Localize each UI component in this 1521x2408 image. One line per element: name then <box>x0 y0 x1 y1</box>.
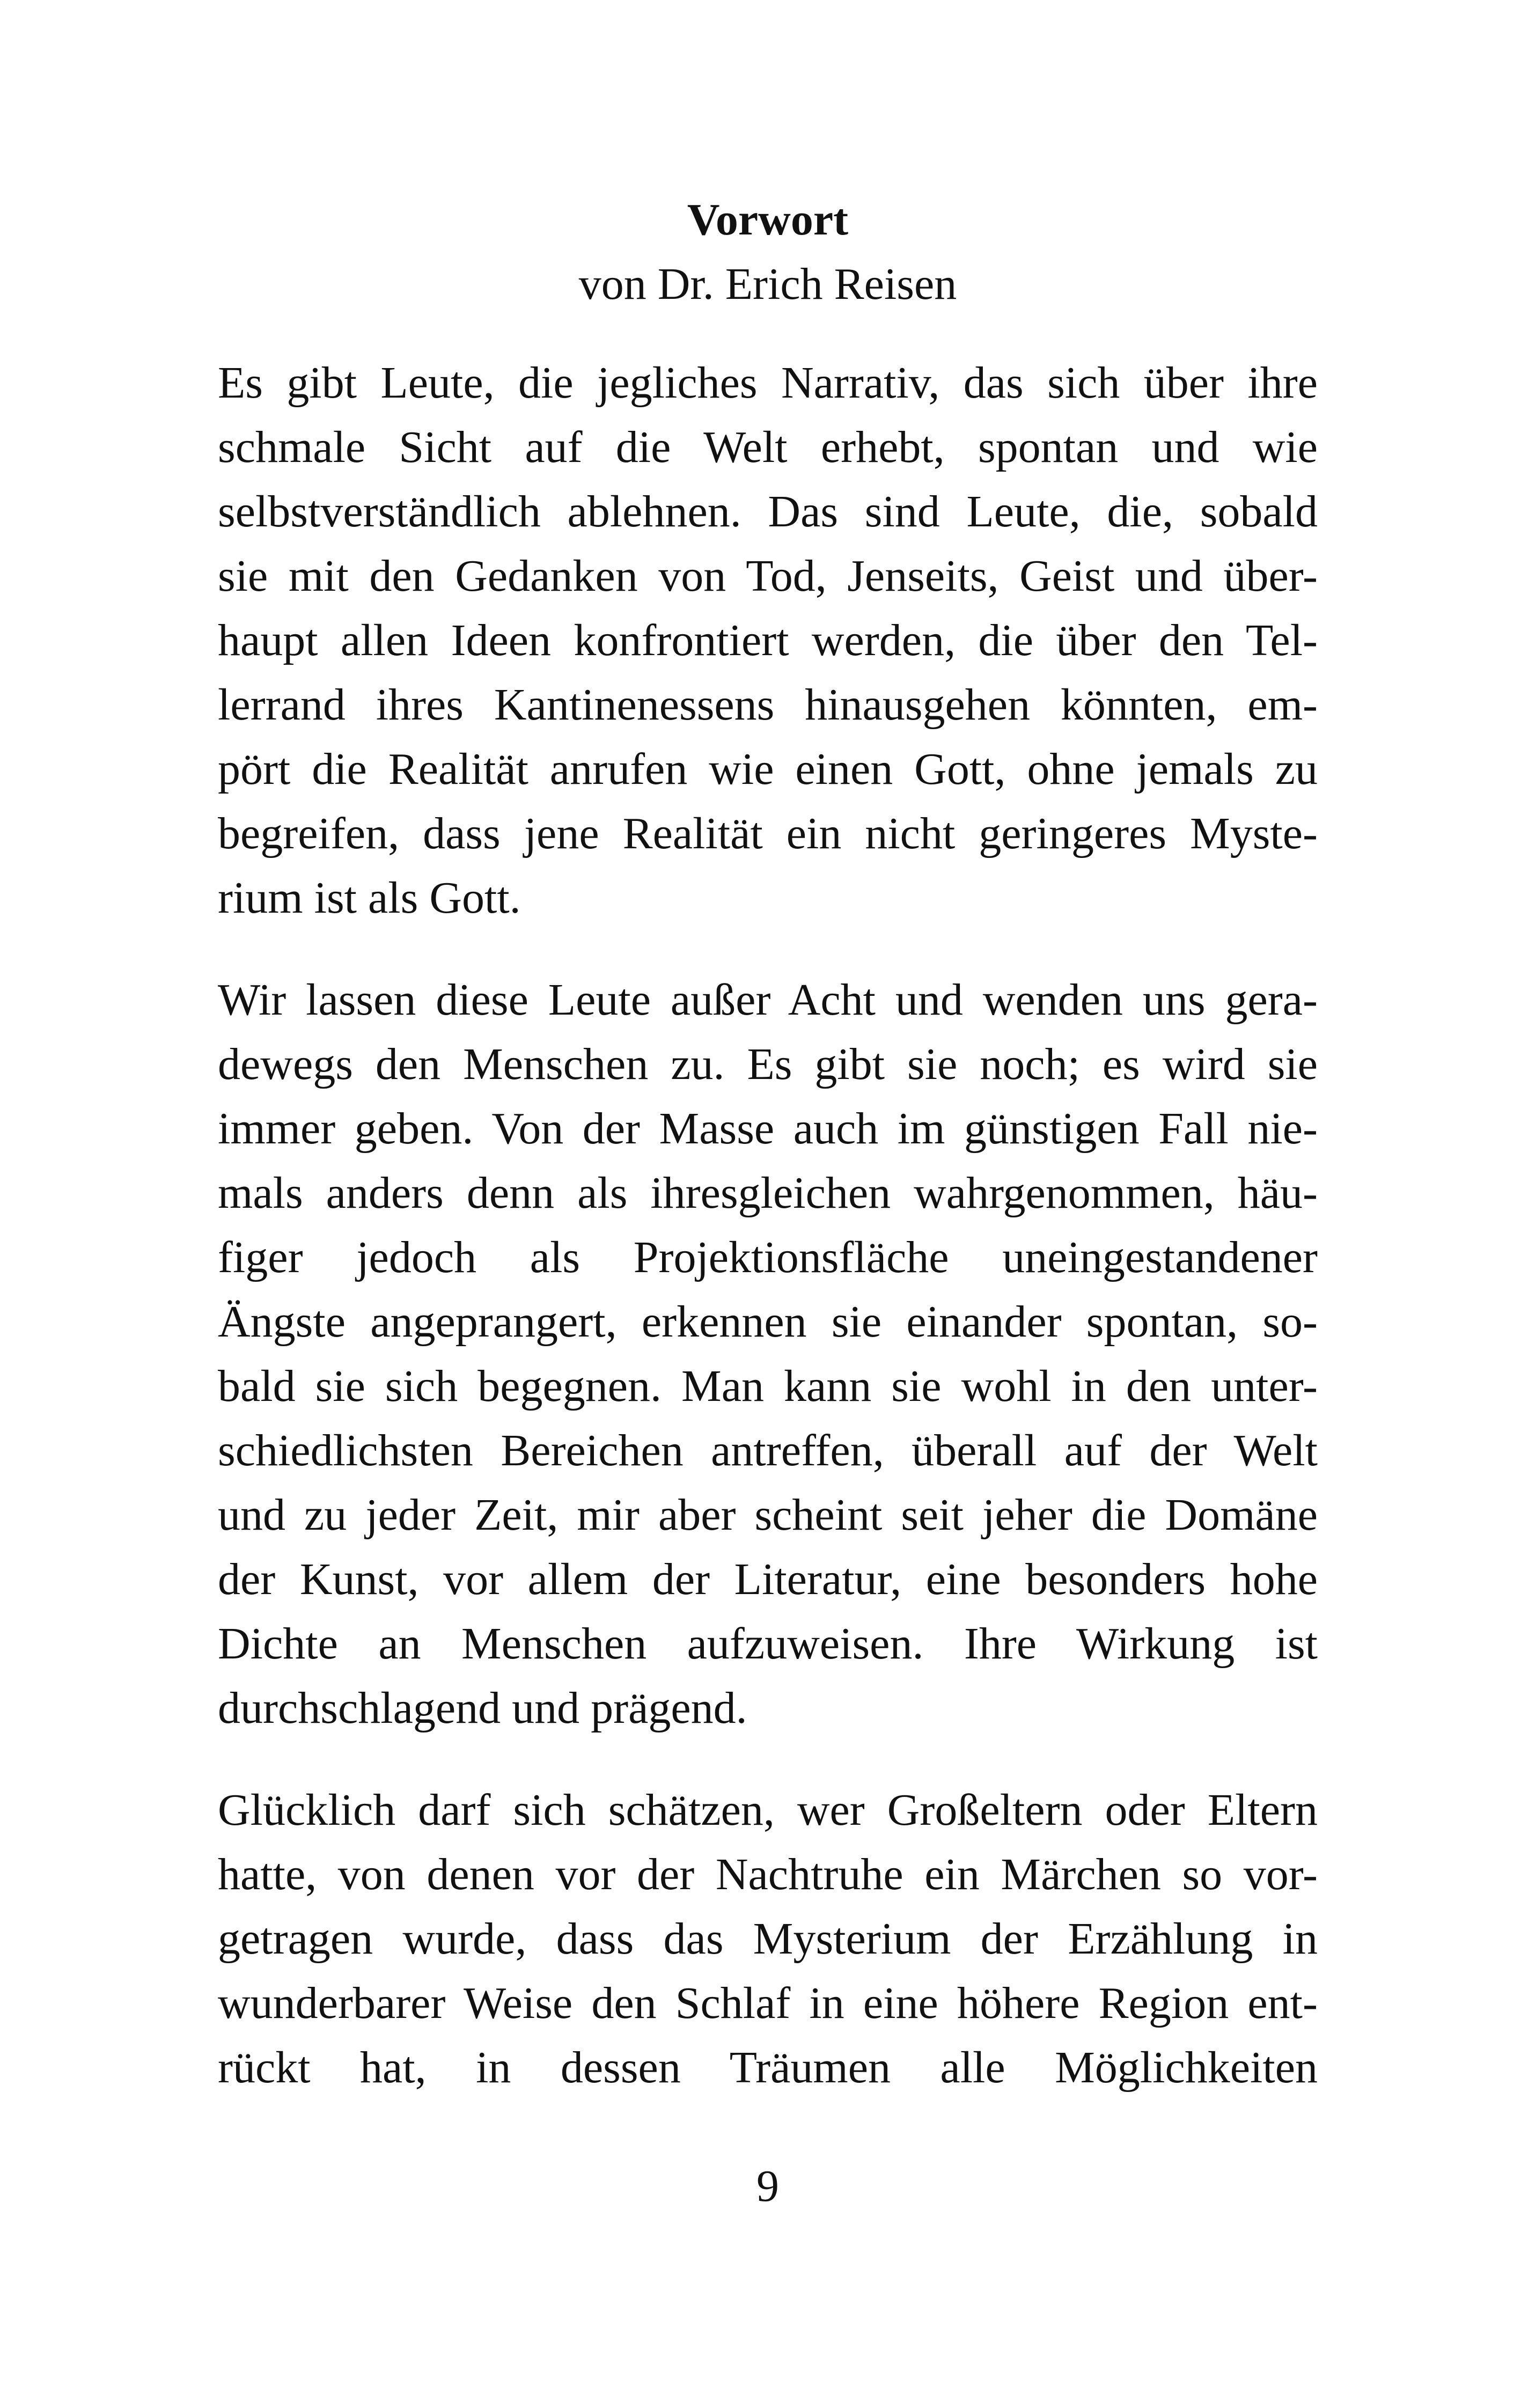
text-line: durchschlagend und prägend. <box>218 1683 747 1733</box>
page-number: 9 <box>756 2161 779 2211</box>
text-line: bald sie sich begegnen. Man kann sie wohl in den unter- <box>218 1361 1318 1411</box>
text-line: haupt allen Ideen konfrontiert werden, die über den Tel- <box>218 615 1318 665</box>
chapter-title: Vorwort <box>687 195 849 245</box>
text-line: dewegs den Menschen zu. Es gibt sie noch; es wird sie <box>218 1039 1318 1089</box>
text-line: begreifen, dass jene Realität ein nicht geringeres Myste- <box>218 809 1318 858</box>
text-line: lerrand ihres Kantinenessens hinausgehen könnten, em- <box>218 680 1318 730</box>
text-line: mals anders denn als ihresgleichen wahrgenommen, häu- <box>218 1168 1318 1218</box>
text-line: der Kunst, vor allem der Literatur, eine besonders hohe <box>218 1554 1318 1604</box>
text-line: Wir lassen diese Leute außer Acht und wenden uns gera- <box>218 975 1318 1025</box>
text-line: immer geben. Von der Masse auch im günstigen Fall nie- <box>218 1104 1318 1154</box>
text-line: pört die Realität anrufen wie einen Gott, ohne jemals zu <box>218 744 1318 794</box>
text-line: Ängste angeprangert, erkennen sie einander spontan, so- <box>218 1297 1318 1347</box>
text-line: getragen wurde, dass das Mysterium der Erzählung in <box>218 1914 1318 1964</box>
text-line: und zu jeder Zeit, mir aber scheint seit jeher die Domäne <box>218 1490 1318 1540</box>
text-line: Glücklich darf sich schätzen, wer Großeltern oder Eltern <box>218 1785 1318 1835</box>
text-line: sie mit den Gedanken von Tod, Jenseits, Geist und über- <box>218 551 1318 601</box>
book-page <box>218 0 1318 2408</box>
text-line: schmale Sicht auf die Welt erhebt, spontan und wie <box>218 422 1318 472</box>
text-line: Dichte an Menschen aufzuweisen. Ihre Wirkung ist <box>218 1619 1318 1669</box>
text-line: hatte, von denen vor der Nachtruhe ein Märchen so vor- <box>218 1849 1318 1899</box>
text-line: rium ist als Gott. <box>218 873 521 923</box>
chapter-author: von Dr. Erich Reisen <box>578 259 957 309</box>
text-line: rückt hat, in dessen Träumen alle Möglichkeiten <box>218 2043 1318 2093</box>
text-line: schiedlichsten Bereichen antreffen, überall auf der Welt <box>218 1426 1318 1475</box>
text-line: wunderbarer Weise den Schlaf in eine höhere Region ent- <box>218 1978 1318 2028</box>
text-line: figer jedoch als Projektionsfläche uneingestandener <box>218 1232 1318 1282</box>
text-line: selbstverständlich ablehnen. Das sind Leute, die, sobald <box>218 487 1318 537</box>
text-line: Es gibt Leute, die jegliches Narrativ, das sich über ihre <box>218 358 1318 408</box>
